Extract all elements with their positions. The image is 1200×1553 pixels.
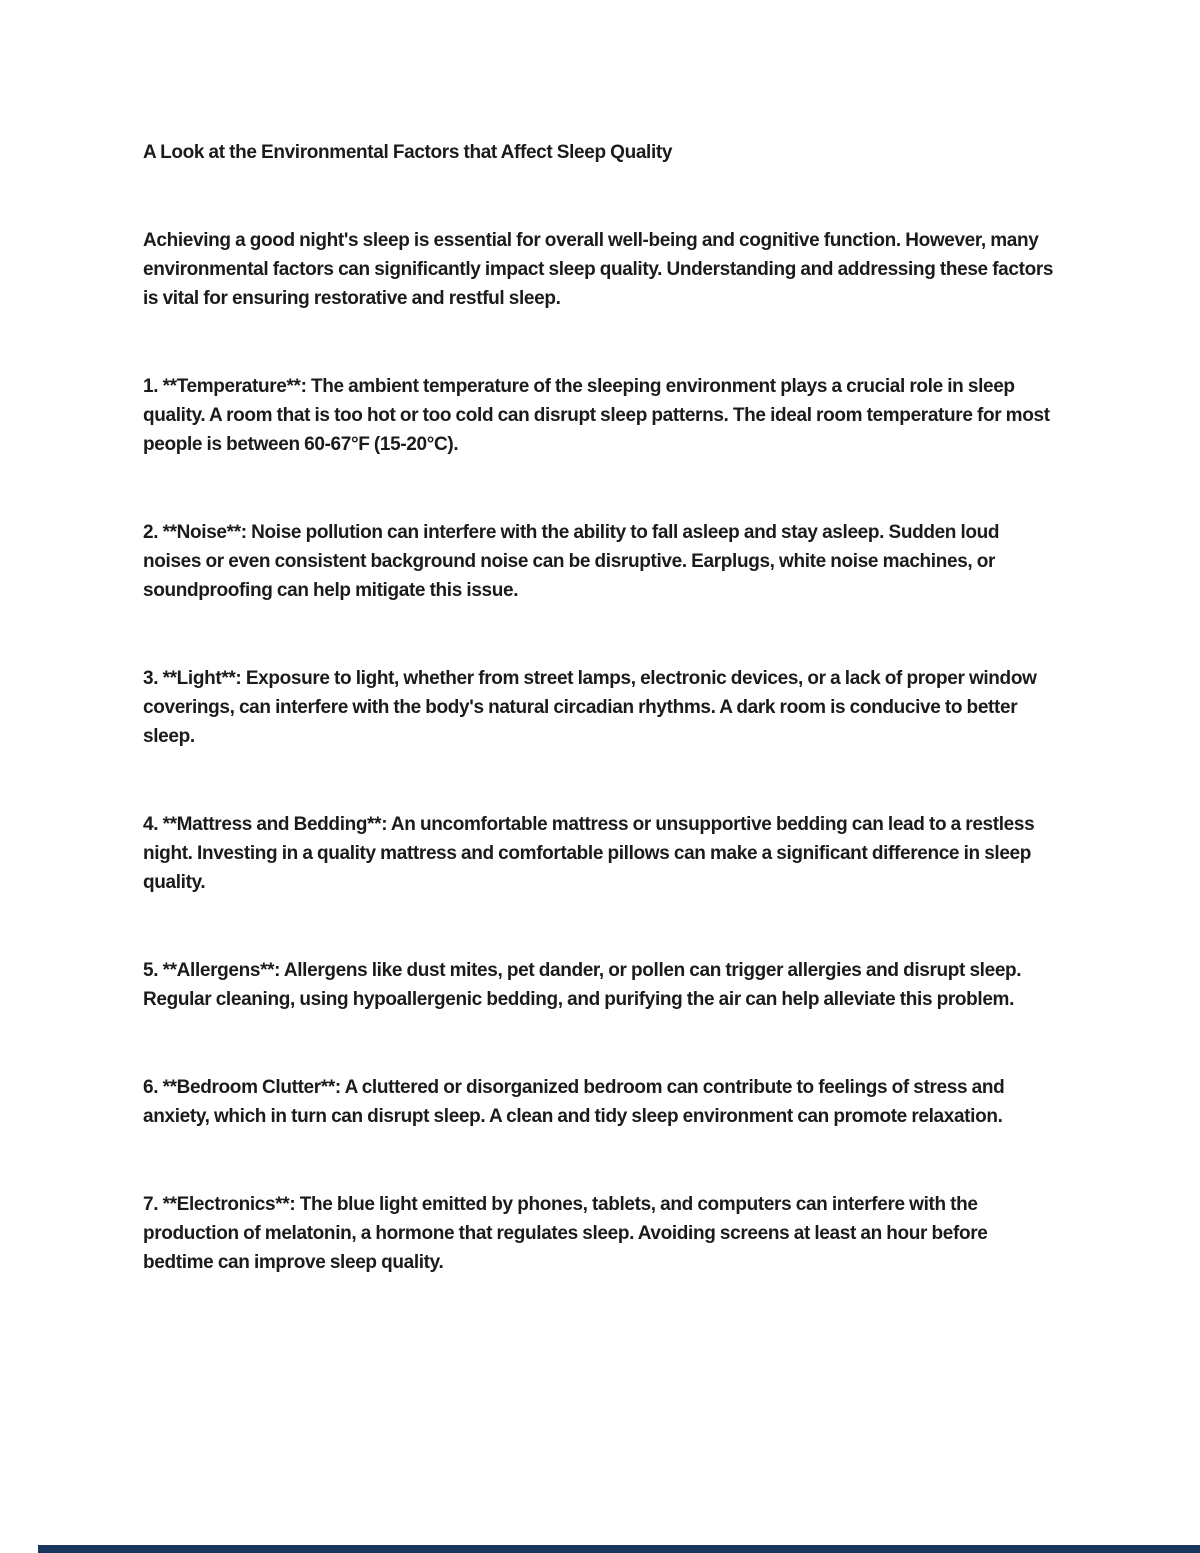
item-paragraph-bedroom-clutter: 6. **Bedroom Clutter**: A cluttered or disorganized bedroom can contribute to feelings of stress and anxiety, which in turn can disrupt sleep. A clean and tidy sleep environment can promote relaxation.	[143, 1077, 1005, 1127]
document-body	[143, 138, 1059, 1336]
item-paragraph-temperature: 1. **Temperature**: The ambient temperature of the sleeping environment plays a crucial role in sleep quality. A room that is too hot or too cold can disrupt sleep patterns. The ideal room temperature for most people is between 60-67°F (15-20°C).	[143, 376, 1050, 455]
bottom-accent-bar	[38, 1545, 1200, 1553]
item-paragraph-mattress-bedding: 4. **Mattress and Bedding**: An uncomfortable mattress or unsupportive bedding can lead to a restless night. Investing in a quality mattress and comfortable pillows can make a significant difference in sleep quality.	[143, 814, 1035, 893]
item-paragraph-allergens: 5. **Allergens**: Allergens like dust mites, pet dander, or pollen can trigger allergies and disrupt sleep. Regular cleaning, using hypoallergenic bedding, and purifying the air can help alleviate this problem.	[143, 960, 1022, 1010]
document-title: A Look at the Environmental Factors that Affect Sleep Quality	[143, 142, 673, 163]
item-paragraph-electronics: 7. **Electronics**: The blue light emitted by phones, tablets, and computers can interfere with the production of melatonin, a hormone that regulates sleep. Avoiding screens at least an hour before bedtime can improve sleep quality.	[143, 1194, 988, 1273]
item-paragraph-noise: 2. **Noise**: Noise pollution can interfere with the ability to fall asleep and stay asleep. Sudden loud noises or even consistent background noise can be disruptive. Earplugs, white noise machines, or soundproofing can help mitigate this issue.	[143, 522, 1000, 601]
item-paragraph-light: 3. **Light**: Exposure to light, whether from street lamps, electronic devices, or a lack of proper window coverings, can interfere with the body's natural circadian rhythms. A dark room is conducive to better sleep.	[143, 668, 1037, 747]
intro-paragraph: Achieving a good night's sleep is essential for overall well-being and cognitive function. However, many environmental factors can significantly impact sleep quality. Understanding and addressing these factors is vital for ensuring restorative and restful sleep.	[143, 230, 1054, 309]
